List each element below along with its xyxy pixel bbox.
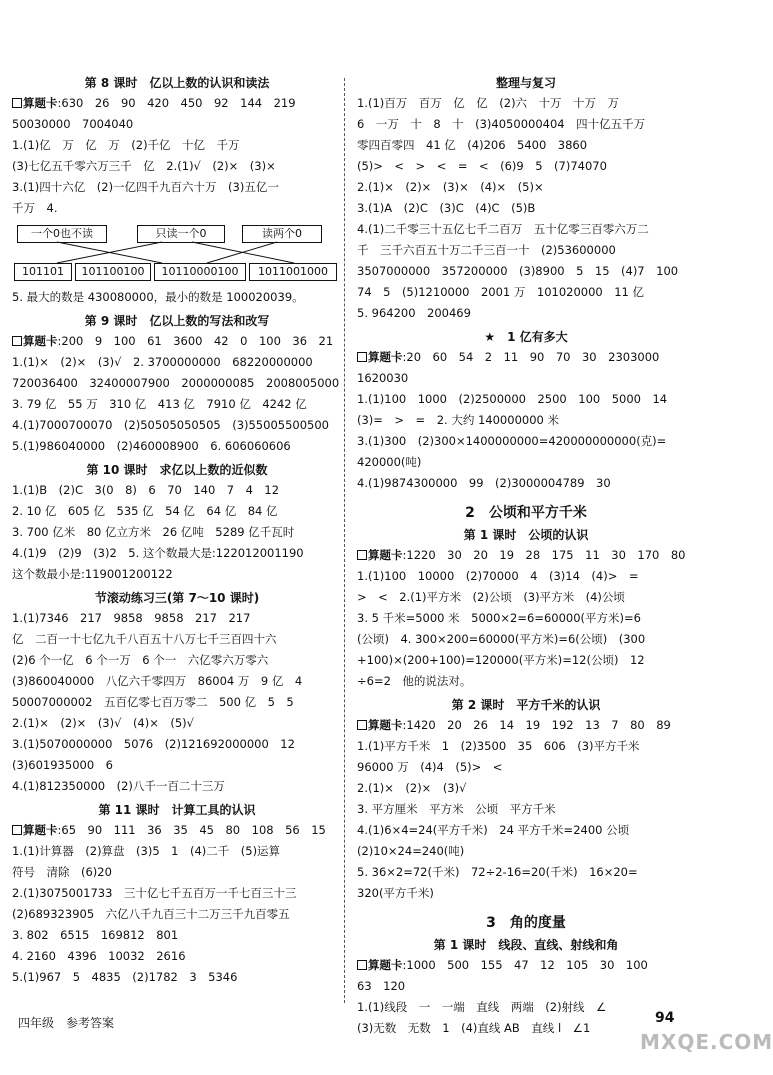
answer-line: (公顷) 4. 300×200=60000(平方米)=6(公顷) (300 (357, 632, 646, 646)
calc-card-label: 算题卡 (368, 548, 403, 562)
answer-line: +100)×(200+100)=120000(平方米)=12(公顷) 12 (357, 653, 645, 667)
diagram-number-4: 1011001000 (249, 263, 337, 281)
checkbox-square-icon (12, 825, 22, 835)
checkbox-square-icon (357, 960, 367, 970)
lesson-9-title: 第 9 课时 亿以上数的写法和改写 (84, 314, 270, 328)
unit-3-lesson-1-answers (357, 955, 695, 1039)
calc-card-label: 算题卡 (23, 823, 58, 837)
answer-line: (3)860040000 八亿六千零四万 86004 万 9 亿 4 (12, 674, 303, 688)
answer-line: (2)689323905 六亿八千九百三十二万三千九百零五 (12, 907, 290, 921)
review-3-answers (12, 608, 342, 797)
unit-2-lesson-2-answers (357, 715, 695, 904)
lesson-11-title: 第 11 课时 计算工具的认识 (98, 803, 256, 817)
answer-line: 1.(1)百万 百万 亿 亿 (2)六 十万 十万 万 (357, 96, 620, 110)
answer-line: 3. 79 亿 55 万 310 亿 413 亿 7910 亿 4242 亿 (12, 397, 307, 411)
checkbox-square-icon (357, 352, 367, 362)
left-column (12, 70, 342, 988)
answer-line: 3. 5 千米=5000 米 5000×2=6=60000(平方米)=6 (357, 611, 641, 625)
answer-line: 3.(1)5070000000 5076 (2)121692000000 12 (12, 737, 295, 751)
answer-line: 这个数最小是:119001200122 (12, 567, 173, 581)
answer-line: 320(平方千米) (357, 886, 434, 900)
answer-line: (3)601935000 6 (12, 758, 113, 772)
review-3-title: 节滚动练习三(第 7～10 课时) (94, 591, 260, 605)
diagram-number-2: 101100100 (75, 263, 151, 281)
answer-line: 零四百零四 41 亿 (4)206 5400 3860 (357, 138, 588, 152)
answer-line: 1.(1)线段 一 一端 直线 两端 (2)射线 ∠ (357, 1000, 607, 1014)
answer-line: 1.(1)B (2)C 3(0 8) 6 70 140 7 4 12 (12, 483, 280, 497)
lesson-10-answers (12, 480, 342, 585)
answer-line: 3. 802 6515 169812 801 (12, 928, 179, 942)
answer-line: 6 一万 十 8 十 (3)4050000404 四十亿五千万 (357, 117, 646, 131)
lesson-11-answers (12, 820, 342, 988)
lesson-8-title: 第 8 课时 亿以上数的认识和读法 (84, 76, 270, 90)
answer-line: 5. 964200 200469 (357, 306, 471, 320)
answer-line: 2.(1)× (2)× (3)√ (4)× (5)√ (12, 716, 194, 730)
unit-2-lesson-2-title: 第 2 课时 平方千米的认识 (451, 698, 601, 712)
diagram-label-one-zero: 只读一个0 (137, 225, 225, 243)
unit-3-lesson-1-title: 第 1 课时 线段、直线、射线和角 (433, 938, 619, 952)
answer-line: 1.(1)100 10000 (2)70000 4 (3)14 (4)> = (357, 569, 639, 583)
checkbox-square-icon (357, 720, 367, 730)
unit-2-lesson-1-answers (357, 545, 695, 692)
answer-line: 亿 二百一十七亿九千八百五十八万七千三百四十六 (12, 632, 277, 646)
right-column (357, 70, 695, 1039)
answer-line: 3.(1)300 (2)300×1400000000=420000000000(克)= (357, 434, 667, 448)
answer-line: 74 5 (5)1210000 2001 万 101020000 11 亿 (357, 285, 645, 299)
unit-2-title: 2 公顷和平方千米 (465, 505, 587, 521)
answer-line: 1.(1)100 1000 (2)2500000 2500 100 5000 14 (357, 392, 668, 406)
answer-line: 3.(1)四十六亿 (2)一亿四千九百六十万 (3)五亿一 (12, 180, 279, 194)
answer-line: 720036400 32400007900 2000000085 2008005000 (12, 376, 340, 390)
answer-line: 1620030 (357, 371, 409, 385)
answer-line: 算题卡:20 60 54 2 11 90 70 30 2303000 (357, 347, 695, 368)
diagram-label-two-zeros: 读两个0 (242, 225, 322, 243)
answer-line: (2)10×24=240(吨) (357, 844, 465, 858)
answer-line: 96000 万 (4)4 (5)> < (357, 760, 503, 774)
checkbox-square-icon (12, 336, 22, 346)
answer-line: 算题卡:200 9 100 61 3600 42 0 100 36 21 (12, 331, 342, 352)
diagram-label-no-zero: 一个0也不读 (17, 225, 107, 243)
answer-line: 2.(1)× (2)× (3)× (4)× (5)× (357, 180, 544, 194)
answer-line: 1.(1)亿 万 亿 万 (2)千亿 十亿 千万 (12, 138, 240, 152)
page-number: 94 (655, 1010, 675, 1026)
answer-line: 算题卡:65 90 111 36 35 45 80 108 56 15 (12, 820, 342, 841)
answer-line: ÷6=2 他的说法对。 (357, 674, 472, 688)
answer-line: 1.(1)平方千米 1 (2)3500 35 606 (3)平方千米 (357, 739, 640, 753)
answer-line: 1.(1)7346 217 9858 9858 217 217 (12, 611, 251, 625)
answer-line: 4.(1)7000700070 (2)50505050505 (3)55005500500 (12, 418, 329, 432)
lesson-10-title: 第 10 课时 求亿以上数的近似数 (86, 463, 268, 477)
column-divider (344, 78, 345, 1003)
answer-line: 1.(1)× (2)× (3)√ 2. 3700000000 68220000000 (12, 355, 313, 369)
answer-line: 算题卡:1220 30 20 19 28 175 11 30 170 80 (357, 545, 695, 566)
lesson-9-answers (12, 331, 342, 457)
checkbox-square-icon (12, 98, 22, 108)
answer-line: 5.(1)986040000 (2)460008900 6. 606060606 (12, 439, 291, 453)
answer-line: 63 120 (357, 979, 406, 993)
answer-line: 2.(1)× (2)× (3)√ (357, 781, 467, 795)
answer-line: 3.(1)A (2)C (3)C (4)C (5)B (357, 201, 536, 215)
answer-line: (5)> < > < = < (6)9 5 (7)74070 (357, 159, 607, 173)
answer-line: 4.(1)9 (2)9 (3)2 5. 这个数最大是:122012001190 (12, 546, 304, 560)
answer-line: 4. 2160 4396 10032 2616 (12, 949, 186, 963)
answer-line: 50007000002 五百亿零七百万零二 500 亿 5 5 (12, 695, 294, 709)
unit-3-title: 3 角的度量 (486, 915, 566, 931)
answer-line: 420000(吨) (357, 455, 422, 469)
answer-line: 5. 最大的数是 430080000，最小的数是 100020039。 (12, 290, 304, 304)
answer-line: 千万 4. (12, 201, 58, 215)
answer-line: (2)6 个一亿 6 个一万 6 个一 六亿零六万零六 (12, 653, 269, 667)
answer-line: 50030000 7004040 (12, 117, 134, 131)
watermark: MXQE.COM (640, 1030, 773, 1054)
calc-card-label: 算题卡 (368, 718, 403, 732)
diagram-number-1: 101101 (14, 263, 72, 281)
calc-card-label: 算题卡 (368, 350, 403, 364)
checkbox-square-icon (357, 550, 367, 560)
answer-line: 3. 700 亿米 80 亿立方米 26 亿吨 5289 亿千瓦时 (12, 525, 295, 539)
footer-label: 四年级 参考答案 (18, 1016, 115, 1030)
lesson-8-after (12, 287, 342, 308)
answer-line: 千 三千六百五十万二千三百一十 (2)53600000 (357, 243, 616, 257)
answer-line: 3507000000 357200000 (3)8900 5 15 (4)7 100 (357, 264, 679, 278)
answer-line: 3. 平方厘米 平方米 公顷 平方千米 (357, 802, 556, 816)
calc-card-label: 算题卡 (23, 96, 58, 110)
answer-line: 2.(1)3075001733 三十亿七千五百万一千七百三十三 (12, 886, 297, 900)
answer-line: 4.(1)二千零三十五亿七千二百万 五十亿零三百零六万二 (357, 222, 649, 236)
calc-card-label: 算题卡 (23, 334, 58, 348)
answer-line: > < 2.(1)平方米 (2)公顷 (3)平方米 (4)公顷 (357, 590, 625, 604)
answer-line: (3)= > = 2. 大约 140000000 米 (357, 413, 559, 427)
reading-zeros-diagram (12, 221, 342, 283)
answer-line: 符号 清除 (6)20 (12, 865, 112, 879)
star-section-answers (357, 347, 695, 494)
answer-line: 5.(1)967 5 4835 (2)1782 3 5346 (12, 970, 238, 984)
answer-line: 4.(1)9874300000 99 (2)3000004789 30 (357, 476, 611, 490)
review-title: 整理与复习 (495, 76, 556, 90)
review-answers (357, 93, 695, 324)
answer-line: 算题卡:630 26 90 420 450 92 144 219 (12, 93, 342, 114)
answer-line: 4.(1)6×4=24(平方千米) 24 平方千米=2400 公顷 (357, 823, 630, 837)
lesson-8-answers (12, 93, 342, 219)
answer-line: 算题卡:1420 20 26 14 19 192 13 7 80 89 (357, 715, 695, 736)
answer-line: 算题卡:1000 500 155 47 12 105 30 100 (357, 955, 695, 976)
answer-line: (3)无数 无数 1 (4)直线 AB 直线 l ∠1 (357, 1021, 591, 1035)
answer-line: 1.(1)计算器 (2)算盘 (3)5 1 (4)二千 (5)运算 (12, 844, 281, 858)
answer-line: (3)七亿五千零六万三千 亿 2.(1)√ (2)× (3)× (12, 159, 276, 173)
star-section-title: ★ 1 亿有多大 (484, 330, 568, 344)
answer-line: 5. 36×2=72(千米) 72÷2-16=20(千米) 16×20= (357, 865, 638, 879)
unit-2-lesson-1-title: 第 1 课时 公顷的认识 (463, 528, 589, 542)
answer-line: 4.(1)812350000 (2)八千一百二十三万 (12, 779, 225, 793)
diagram-number-3: 10110000100 (154, 263, 246, 281)
calc-card-label: 算题卡 (368, 958, 403, 972)
answer-line: 2. 10 亿 605 亿 535 亿 54 亿 64 亿 84 亿 (12, 504, 278, 518)
